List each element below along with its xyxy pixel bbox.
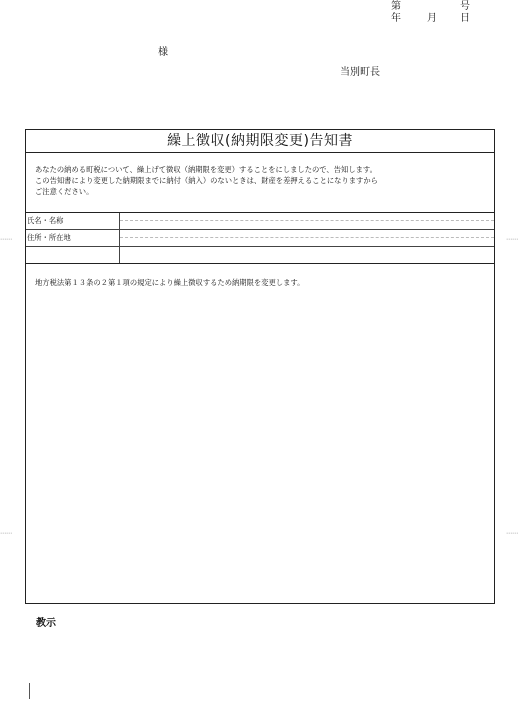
statute-text: 地方税法第１３条の２第１項の規定により繰上徴収するため納期限を変更します。 (35, 278, 305, 287)
notice-text (26, 153, 494, 213)
address-field-line (120, 237, 494, 238)
year-label: 年 (391, 13, 401, 24)
name-row (26, 213, 494, 230)
notice-line-1: あなたの納める町税について、繰上げて徴収（納期限を変更）することをにしましたので、告知します。 (35, 165, 377, 174)
perforation-mark-right-bottom: ⋯⋯ (506, 530, 518, 537)
addressee-suffix: 様 (158, 47, 168, 58)
name-field-line (120, 220, 494, 221)
notice-line-2: この告知書により変更した納期限までに納付（納入）のないときは、財産を差押えることになりますから (35, 176, 378, 185)
margin-line (29, 683, 30, 699)
perforation-mark-left-bottom: ⋯⋯ (0, 530, 12, 537)
instruction-label: 教示 (36, 618, 56, 629)
name-label: 氏名・名称 (26, 213, 120, 229)
issuer-name: 当別町長 (340, 67, 380, 78)
number-suffix: 号 (460, 1, 470, 12)
blank-row (26, 247, 494, 264)
month-label: 月 (427, 13, 437, 24)
address-row (26, 230, 494, 247)
blank-label (26, 247, 120, 263)
number-prefix: 第 (391, 1, 401, 12)
perforation-mark-left-top: ⋯⋯ (0, 236, 12, 243)
day-label: 日 (460, 13, 470, 24)
perforation-mark-right-top: ⋯⋯ (506, 236, 518, 243)
address-label: 住所・所在地 (26, 230, 120, 246)
form-title: 繰上徴収(納期限変更)告知書 (26, 130, 494, 153)
notice-form (25, 129, 495, 604)
notice-line-3: ご注意ください。 (35, 187, 94, 196)
